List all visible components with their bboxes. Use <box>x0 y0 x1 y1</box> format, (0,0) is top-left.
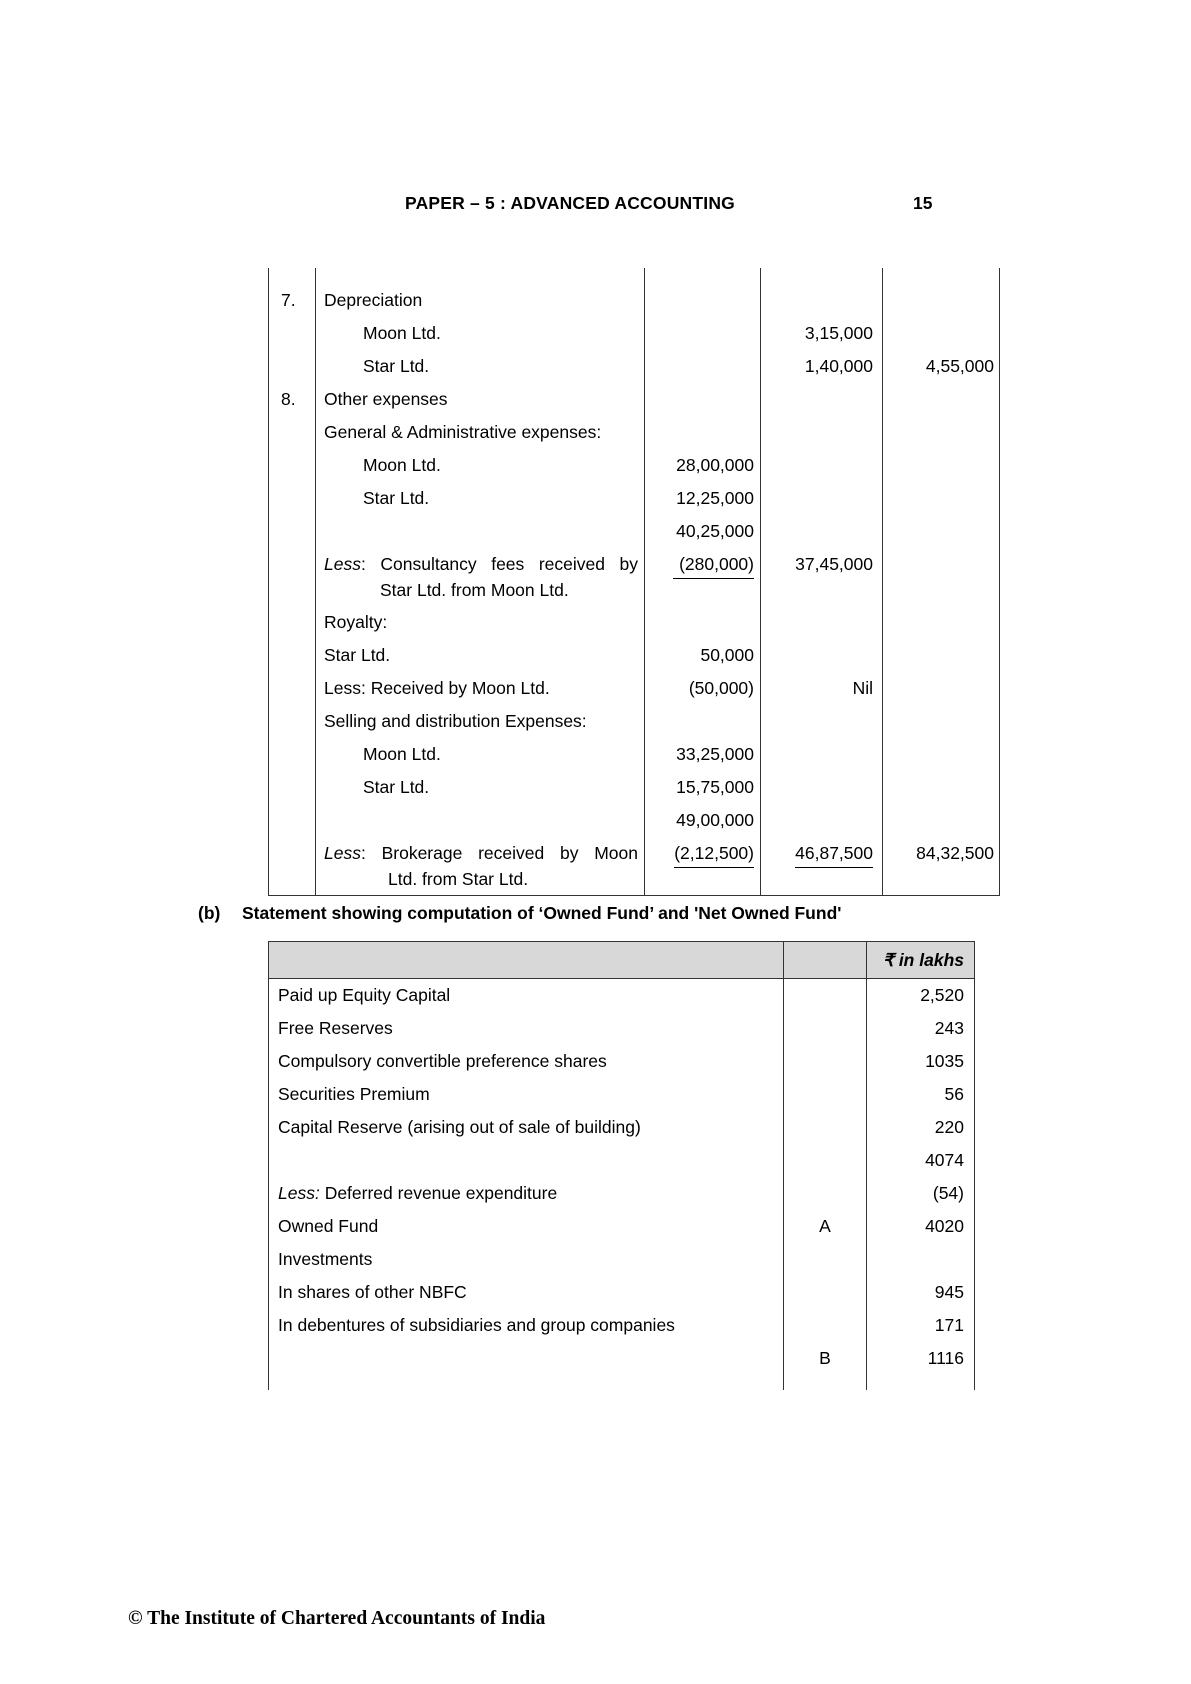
amount-col2 <box>760 268 882 284</box>
table1-row <box>268 317 1000 350</box>
table1-row <box>268 383 1000 416</box>
label-cell: Investments <box>268 1243 783 1276</box>
amount-col3 <box>882 515 1000 548</box>
table1-row <box>268 449 1000 482</box>
amount-col3 <box>882 284 1000 317</box>
amount-col2 <box>760 738 882 771</box>
amount-col1 <box>644 284 760 317</box>
amount-col1-value: (2,12,500) <box>674 840 754 868</box>
amount-col2-value: 46,87,500 <box>795 840 873 868</box>
amount-value: 1116 <box>928 1342 964 1375</box>
amount-col1-value: 12,25,000 <box>676 482 754 515</box>
header-description-cell <box>268 942 783 978</box>
label-cell: Free Reserves <box>268 1012 783 1045</box>
serial-cell <box>268 771 315 804</box>
amount-cell <box>866 1177 975 1210</box>
table2-row <box>268 1045 975 1078</box>
amount-col1 <box>644 268 760 284</box>
amount-col1 <box>644 317 760 350</box>
ref-cell <box>783 1375 866 1390</box>
amount-cell: 243 <box>866 1012 975 1045</box>
serial-cell: 8. <box>268 383 315 416</box>
serial-cell <box>268 317 315 350</box>
description-cell: General & Administrative expenses: <box>315 416 644 449</box>
amount-col3 <box>882 771 1000 804</box>
amount-col3: 84,32,500 <box>882 837 1000 895</box>
serial-cell <box>268 449 315 482</box>
amount-col3: 4,55,000 <box>882 350 1000 383</box>
page-number: 15 <box>913 193 933 213</box>
ref-cell <box>783 1012 866 1045</box>
amount-col3 <box>882 672 1000 705</box>
table1-row <box>268 548 1000 606</box>
amount-col2-value: 1,40,000 <box>805 350 873 383</box>
amount-col3 <box>882 639 1000 672</box>
amount-cell: 1035 <box>866 1045 975 1078</box>
table1-row <box>268 606 1000 639</box>
owned-fund-table-header <box>268 941 975 979</box>
table2-row <box>268 1342 975 1375</box>
copyright-footer: © The Institute of Chartered Accountants of India <box>128 1608 546 1629</box>
serial-cell <box>268 606 315 639</box>
description-cell: Star Ltd. <box>315 350 644 383</box>
ref-cell <box>783 1111 866 1144</box>
amount-col2: 37,45,000 <box>760 548 882 606</box>
amount-col2 <box>760 705 882 738</box>
label-cell: Capital Reserve (arising out of sale of building) <box>268 1111 783 1144</box>
section-b-title: Statement showing computation of ‘Owned Fund’ and 'Net Owned Fund' <box>242 903 842 923</box>
amount-value: 171 <box>935 1309 964 1342</box>
serial-cell <box>268 515 315 548</box>
amount-col3 <box>882 606 1000 639</box>
table1-row <box>268 837 1000 895</box>
description-cell: Less: Brokerage received by Moon Ltd. from Star Ltd. <box>315 837 644 895</box>
amount-col2 <box>760 606 882 639</box>
amount-col2 <box>760 482 882 515</box>
amount-col3 <box>882 548 1000 606</box>
amount-col1 <box>644 383 760 416</box>
amount-cell <box>866 1375 975 1390</box>
description-cell: Moon Ltd. <box>315 449 644 482</box>
amount-col1: 50,000 <box>644 639 760 672</box>
label-cell: Securities Premium <box>268 1078 783 1111</box>
label-cell: Owned Fund <box>268 1210 783 1243</box>
table1-row <box>268 350 1000 383</box>
description-cell: Less: Consultancy fees received by Star Ltd. from Moon Ltd. <box>315 548 644 606</box>
header-ref-cell <box>783 942 866 978</box>
amount-col3 <box>882 804 1000 837</box>
amount-cell: 56 <box>866 1078 975 1111</box>
table1-row <box>268 672 1000 705</box>
amount-value: 4020 <box>909 1210 964 1243</box>
serial-cell <box>268 738 315 771</box>
table1-row <box>268 416 1000 449</box>
amount-col2 <box>760 449 882 482</box>
description-cell: Royalty: <box>315 606 644 639</box>
table2-row <box>268 1375 975 1390</box>
table1-row <box>268 268 1000 284</box>
label-cell: In shares of other NBFC <box>268 1276 783 1309</box>
description-line2: Ltd. from Star Ltd. <box>388 869 529 889</box>
label-cell: In debentures of subsidiaries and group companies <box>268 1309 783 1342</box>
less-italic-label: Less <box>324 554 361 574</box>
description-cell: Less: Received by Moon Ltd. <box>315 672 644 705</box>
label-cell: Less: Deferred revenue expenditure <box>268 1177 783 1210</box>
table2-row <box>268 1210 975 1243</box>
description-cell <box>315 804 644 837</box>
amount-col1: 40,25,000 <box>644 515 760 548</box>
amount-col1: 28,00,000 <box>644 449 760 482</box>
amount-col1 <box>644 416 760 449</box>
table2-row <box>268 1309 975 1342</box>
description-cell: Moon Ltd. <box>315 317 644 350</box>
less-italic-label: Less <box>324 843 361 863</box>
table2-row <box>268 1078 975 1111</box>
section-b-heading <box>198 903 1038 924</box>
table2-row <box>268 1243 975 1276</box>
amount-col1 <box>644 771 760 804</box>
amount-col2 <box>760 771 882 804</box>
amount-cell <box>866 1342 975 1375</box>
ref-cell <box>783 1177 866 1210</box>
description-cell <box>315 515 644 548</box>
serial-cell <box>268 837 315 895</box>
amount-col3 <box>882 416 1000 449</box>
table1-row <box>268 804 1000 837</box>
amount-col1 <box>644 482 760 515</box>
amount-col1 <box>644 606 760 639</box>
amount-col2 <box>760 804 882 837</box>
table1-row <box>268 705 1000 738</box>
amount-col2: 3,15,000 <box>760 317 882 350</box>
amount-col3 <box>882 705 1000 738</box>
table1-row <box>268 515 1000 548</box>
table1-row <box>268 639 1000 672</box>
amount-col1-value: 15,75,000 <box>676 771 754 804</box>
table2-row <box>268 1177 975 1210</box>
ref-cell <box>783 1045 866 1078</box>
amount-col1: 33,25,000 <box>644 738 760 771</box>
serial-cell: 7. <box>268 284 315 317</box>
expenses-table <box>268 268 1000 896</box>
amount-value: 220 <box>935 1111 964 1144</box>
header-amount-cell: ₹ in lakhs <box>866 942 975 978</box>
description-cell: Star Ltd. <box>315 482 644 515</box>
serial-cell <box>268 350 315 383</box>
amount-col1 <box>644 837 760 895</box>
table2-row <box>268 979 975 1012</box>
amount-col2 <box>760 284 882 317</box>
label-cell: Compulsory convertible preference shares <box>268 1045 783 1078</box>
amount-col1 <box>644 672 760 705</box>
amount-col2 <box>760 515 882 548</box>
label-cell <box>268 1375 783 1390</box>
description-cell: Other expenses <box>315 383 644 416</box>
ref-cell <box>783 1309 866 1342</box>
amount-col2 <box>760 416 882 449</box>
serial-cell <box>268 482 315 515</box>
amount-col2: Nil <box>760 672 882 705</box>
amount-cell <box>866 1210 975 1243</box>
section-b-label: (b) <box>198 903 221 923</box>
ref-cell <box>783 979 866 1012</box>
table1-row <box>268 738 1000 771</box>
ref-cell <box>783 1078 866 1111</box>
description-cell: Selling and distribution Expenses: <box>315 705 644 738</box>
amount-col2 <box>760 383 882 416</box>
amount-col2 <box>760 837 882 895</box>
table1-row <box>268 482 1000 515</box>
amount-cell: 945 <box>866 1276 975 1309</box>
amount-col1: 49,00,000 <box>644 804 760 837</box>
label-cell: Paid up Equity Capital <box>268 979 783 1012</box>
amount-col3 <box>882 738 1000 771</box>
amount-cell: 4074 <box>866 1144 975 1177</box>
amount-col1 <box>644 350 760 383</box>
ref-cell: A <box>783 1210 866 1243</box>
table1-row <box>268 771 1000 804</box>
serial-cell <box>268 639 315 672</box>
ref-cell <box>783 1276 866 1309</box>
description-cell: Depreciation <box>315 284 644 317</box>
label-cell <box>268 1144 783 1177</box>
table2-row <box>268 1144 975 1177</box>
amount-cell <box>866 1243 975 1276</box>
ref-cell <box>783 1243 866 1276</box>
serial-cell <box>268 548 315 606</box>
description-line2: Star Ltd. from Moon Ltd. <box>380 580 569 600</box>
serial-cell <box>268 672 315 705</box>
amount-col1-value: (50,000) <box>689 672 754 705</box>
amount-col3 <box>882 482 1000 515</box>
amount-col3 <box>882 449 1000 482</box>
owned-fund-table <box>268 941 975 1390</box>
ref-cell: B <box>783 1342 866 1375</box>
amount-col2 <box>760 639 882 672</box>
amount-col3 <box>882 317 1000 350</box>
amount-col1-value: (280,000) <box>673 551 754 579</box>
serial-cell <box>268 705 315 738</box>
description-cell <box>315 268 644 284</box>
description-cell: Moon Ltd. <box>315 738 644 771</box>
table2-row <box>268 1012 975 1045</box>
description-cell: Star Ltd. <box>315 771 644 804</box>
amount-cell <box>866 1309 975 1342</box>
table2-row <box>268 1111 975 1144</box>
amount-col1 <box>644 705 760 738</box>
serial-cell <box>268 416 315 449</box>
table2-row <box>268 1276 975 1309</box>
table1-row <box>268 284 1000 317</box>
amount-col3 <box>882 268 1000 284</box>
amount-col2 <box>760 350 882 383</box>
label-cell <box>268 1342 783 1375</box>
amount-value: (54) <box>933 1177 964 1210</box>
description-cell: Star Ltd. <box>315 639 644 672</box>
amount-cell <box>866 1111 975 1144</box>
ref-cell <box>783 1144 866 1177</box>
serial-cell <box>268 268 315 284</box>
serial-cell <box>268 804 315 837</box>
less-italic-label: Less: <box>278 1183 320 1203</box>
page-title: PAPER – 5 : ADVANCED ACCOUNTING <box>405 193 735 213</box>
amount-col3 <box>882 383 1000 416</box>
amount-cell: 2,520 <box>866 979 975 1012</box>
amount-col1 <box>644 548 760 606</box>
